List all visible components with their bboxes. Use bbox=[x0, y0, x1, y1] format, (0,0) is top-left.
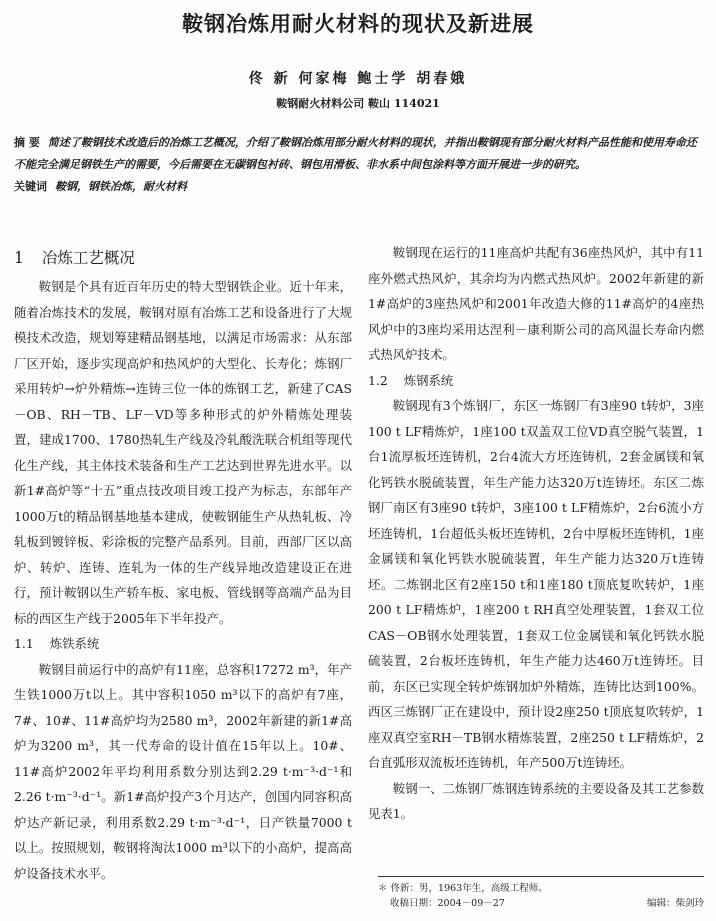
paragraph: 鞍钢目前运行中的高炉有11座，总容积17272 m³，年产生铁1000万t以上。其中容积1050 m³以下的高炉有7座，7#、10#、11#高炉均为2580 m³，2002年新建的新1#高炉为3200 m³，其一代寿命的设计值在15年以上。10#、11#高炉2002年平均利用系数分别达到2.29 t·m⁻³·d⁻¹和2.26 t·m⁻³·d⁻¹。新1#高炉投产3个月达产，创国内同容积高炉达产新记录，利用系数2.29 t·m⁻³·d⁻¹，日产铁量7000 t以上。按照规划，鞍钢将淘汰1000 m³以下的小高炉，提高高炉设备技术水平。 bbox=[14, 661, 352, 881]
abstract-text: 简述了鞍钢技术改造后的冶炼工艺概况，介绍了鞍钢冶炼用部分耐火材料的现状，并指出鞍钢现有部分耐火材料产品性能和使用寿命还不能完全满足钢铁生产的需要，今后需要在无碳钢包衬砖、钢包用滑板、非水系中间包涂料等方面开展进一步的研究。 bbox=[14, 136, 697, 171]
abstract bbox=[14, 132, 704, 176]
footnote-author: ＊ 佟新：男，1963年生，高级工程师。 bbox=[378, 883, 548, 894]
section-heading-1 bbox=[14, 242, 352, 274]
abstract-block bbox=[14, 132, 704, 198]
footnote-meta bbox=[378, 896, 704, 911]
section-title: 冶炼工艺概况 bbox=[41, 249, 135, 267]
section-number: 1.1 bbox=[14, 636, 34, 651]
left-column bbox=[14, 242, 352, 886]
section-title: 炼钢系统 bbox=[403, 372, 454, 388]
section-number: 1 bbox=[14, 249, 24, 267]
paragraph: 鞍钢一、二炼钢厂炼钢连铸系统的主要设备及其工艺参数见表1。 bbox=[368, 780, 704, 821]
paragraph: 鞍钢是个具有近百年历史的特大型钢铁企业。近十年来，随着冶炼技术的发展，鞍钢对原有冶炼工艺和设备进行了大规模技术改造，规划筹建精品钢基地，以满足市场需求：从东部厂区开始，逐步实现高炉和热风炉的大型化、长寿化；炼钢厂采用转炉→炉外精炼→连铸三位一体的炼钢工艺，新建了CAS－OB、RH－TB、LF－VD等多种形式的炉外精炼处理装置，建成1700、1780热轧生产线及冷轧酸洗联合机组等现代化生产线，其主体技术装备和生产工艺达到世界先进水平。以新1#高炉等“十五”重点技改项目竣工投产为标志，东部年产1000万t的精品钢基地基本建成，使鞍钢能生产从热轧板、冷轧板到镀锌板、彩涂板的完整产品系列。目前，西部厂区以高炉、转炉、连铸、连轧为一体的生产线异地改造建设正在进行，预计鞍钢以生产轿车板、家电板、管线钢等高端产品为目标的西区生产线于2005年下半年投产。 bbox=[14, 279, 352, 626]
received-date: 收稿日期：2004－09－27 bbox=[390, 898, 505, 909]
right-column bbox=[368, 240, 704, 827]
section-number: 1.2 bbox=[368, 372, 388, 388]
section-title: 炼铁系统 bbox=[49, 636, 100, 651]
keywords-label: 关键词 bbox=[14, 180, 47, 193]
affiliation: 鞍钢耐火材料公司 鞍山 114021 bbox=[276, 97, 440, 110]
footnote bbox=[378, 876, 704, 911]
keywords bbox=[14, 176, 704, 198]
section-heading-1-2 bbox=[368, 368, 704, 394]
keywords-text: 鞍钢，钢铁冶炼，耐火材料 bbox=[55, 180, 187, 193]
abstract-label: 摘 要 bbox=[14, 136, 40, 149]
paragraph: 鞍钢现在运行的11座高炉共配有36座热风炉，其中有11座外燃式热风炉，其余均为内燃式热风炉。2002年新建的新1#高炉的3座热风炉和2001年改造大修的11#高炉的4座热风炉中的3座均采用达涅利－康利斯公司的高风温长寿命内燃式热风炉技术。 bbox=[368, 245, 704, 362]
paragraph: 鞍钢现有3个炼钢厂，东区一炼钢厂有3座90 t转炉，3座100 t LF精炼炉，1座100 t双盖双工位VD真空脱气装置，1台1流厚板坯连铸机，2台4流大方坯连铸机，2套金属镁和氧化钙铁水脱硫装置，年生产能力达320万t连铸坯。东区二炼钢厂南区有3座90 t转炉，3座100 t LF精炼炉，2台6流小方坯连铸机，1台超低头板坯连铸机，2台中厚板坯连铸机，1座金属镁和氧化钙铁水脱硫装置，年生产能力达320万t连铸坯。二炼钢北区有2座150 t和1座180 t顶底复吹转炉，1座200 t LF精炼炉，1座200 t RH真空处理装置，1套双工位CAS－OB钢水处理装置，1套双工位金属镁和氧化钙铁水脱硫装置，2台板坯连铸机，年生产能力达460万t连铸坯。目前，东区已实现全转炉炼钢加炉外精炼，连铸比达到100%。西区三炼钢厂正在建设中，预计设2座250 t顶底复吹转炉，1座双真空室RH－TB钢水精炼装置，2座250 t LF精炼炉，2台直弧形双流板坯连铸机，年产500万t连铸坯。 bbox=[368, 398, 704, 770]
author-list: 佟 新 何家梅 鲍士学 胡春娥 bbox=[248, 71, 468, 87]
editor: 编辑：柴剑玲 bbox=[646, 898, 704, 909]
paper-title: 鞍钢冶炼用耐火材料的现状及新进展 bbox=[182, 12, 534, 36]
section-heading-1-1 bbox=[14, 631, 352, 657]
